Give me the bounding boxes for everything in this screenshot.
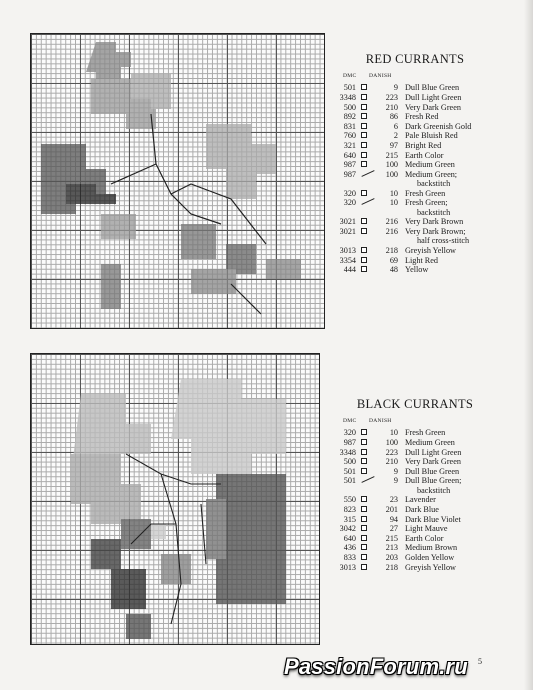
dmc-number: 987 bbox=[343, 169, 356, 179]
danish-number: 97 bbox=[389, 140, 398, 150]
backstitch-line-icon bbox=[361, 171, 375, 177]
dmc-number: 760 bbox=[343, 131, 356, 141]
stitch-symbol-icon bbox=[361, 257, 367, 263]
black-currants-key-rows bbox=[328, 428, 528, 572]
dmc-number: 3348 bbox=[339, 93, 356, 102]
color-name bbox=[405, 112, 438, 121]
key-row bbox=[328, 495, 528, 505]
dmc-number: 3042 bbox=[339, 524, 356, 534]
color-name-line: Earth Color bbox=[405, 533, 444, 543]
red-currants-title: RED CURRANTS bbox=[365, 52, 465, 66]
dmc-number: 831 bbox=[343, 121, 356, 131]
stitch-symbol-icon bbox=[361, 458, 367, 464]
color-name-line: Golden Yellow bbox=[405, 552, 455, 562]
stitch-symbol-icon bbox=[361, 506, 367, 512]
danish-number: 94 bbox=[389, 514, 398, 524]
stitch-symbol-icon bbox=[361, 152, 367, 158]
color-name-line: Light Red bbox=[405, 255, 438, 265]
key-row bbox=[328, 476, 528, 495]
color-name-note: backstitch bbox=[417, 207, 451, 217]
danish-number: 6 bbox=[393, 121, 398, 131]
color-name-line: Pale Bluish Red bbox=[405, 131, 458, 141]
stitch-symbol-icon bbox=[361, 525, 367, 531]
color-name-line: Dull Light Green bbox=[405, 93, 462, 102]
danish-number: 216 bbox=[385, 226, 398, 236]
danish-number: 9 bbox=[393, 466, 398, 476]
danish-number: 223 bbox=[385, 93, 398, 102]
color-name bbox=[405, 198, 450, 217]
danish-number: 215 bbox=[385, 533, 398, 543]
color-name bbox=[405, 246, 456, 255]
color-name-line: Very Dark Green bbox=[405, 102, 461, 112]
key-row bbox=[328, 112, 528, 122]
color-name bbox=[405, 217, 463, 226]
danish-number: 100 bbox=[385, 160, 398, 170]
stitch-symbol-icon bbox=[361, 113, 367, 119]
color-name-line: Very Dark Brown bbox=[405, 217, 464, 227]
key-row bbox=[328, 543, 528, 553]
color-name-line: Fresh Green; bbox=[405, 198, 448, 208]
key-row bbox=[328, 170, 528, 189]
stitch-symbol-icon bbox=[361, 544, 367, 550]
key-row bbox=[328, 217, 528, 227]
key-row bbox=[328, 428, 528, 438]
danish-number: 100 bbox=[385, 169, 398, 179]
stitch-symbol-icon bbox=[361, 554, 367, 560]
color-name-line: Lavender bbox=[405, 495, 436, 505]
red-currants-key bbox=[328, 52, 528, 275]
dmc-number: 3013 bbox=[339, 562, 356, 572]
color-name bbox=[405, 160, 455, 169]
stitch-symbol-icon bbox=[361, 142, 367, 148]
color-name-line: Earth Color bbox=[405, 150, 444, 160]
danish-number: 23 bbox=[389, 495, 398, 505]
dmc-number: 315 bbox=[343, 514, 356, 524]
color-name bbox=[405, 438, 455, 447]
color-name-line: Fresh Red bbox=[405, 112, 439, 122]
key-row bbox=[328, 438, 528, 448]
danish-number: 10 bbox=[389, 188, 398, 198]
black-currants-title: BLACK CURRANTS bbox=[356, 397, 474, 411]
key-row bbox=[328, 122, 528, 132]
key-row bbox=[328, 563, 528, 573]
color-name bbox=[405, 189, 445, 198]
backstitch-line-icon bbox=[361, 477, 375, 483]
color-name bbox=[405, 467, 459, 476]
dmc-number: 640 bbox=[343, 150, 356, 160]
color-name bbox=[405, 553, 454, 562]
color-name bbox=[405, 476, 461, 495]
dmc-number: 640 bbox=[343, 533, 356, 543]
stitch-symbol-icon bbox=[361, 496, 367, 502]
page-number: 5 bbox=[478, 657, 482, 666]
danish-number: 210 bbox=[385, 102, 398, 112]
color-name bbox=[405, 83, 459, 92]
stitch-symbol-icon bbox=[361, 228, 367, 234]
stitch-symbol-icon bbox=[361, 564, 367, 570]
color-name-line: Greyish Yellow bbox=[405, 562, 456, 572]
color-name-line: Medium Green; bbox=[405, 169, 458, 179]
dmc-number: 436 bbox=[343, 543, 356, 553]
key-row bbox=[328, 103, 528, 113]
dmc-number: 823 bbox=[343, 504, 356, 514]
danish-number: 48 bbox=[389, 265, 398, 275]
color-name bbox=[405, 93, 461, 102]
dmc-header: DMC bbox=[343, 418, 357, 425]
key-row bbox=[328, 524, 528, 534]
danish-number: 210 bbox=[385, 457, 398, 467]
red-currants-chart bbox=[30, 33, 325, 329]
color-name-note: backstitch bbox=[417, 179, 451, 189]
key-row bbox=[328, 553, 528, 563]
stitch-symbol-icon bbox=[361, 266, 367, 272]
color-name bbox=[405, 495, 436, 504]
color-name-line: Medium Green bbox=[405, 160, 455, 170]
dmc-number: 3013 bbox=[339, 245, 356, 255]
color-name-line: Dark Greenish Gold bbox=[405, 121, 472, 131]
stitch-symbol-icon bbox=[361, 439, 367, 445]
dmc-number: 3021 bbox=[339, 217, 356, 227]
key-row bbox=[328, 467, 528, 477]
key-row bbox=[328, 515, 528, 525]
color-name-note: backstitch bbox=[417, 485, 451, 495]
dmc-number: 500 bbox=[343, 102, 356, 112]
red-currants-motif bbox=[31, 34, 324, 328]
color-name-line: Dull Blue Green; bbox=[405, 476, 462, 486]
black-currants-chart bbox=[30, 353, 320, 645]
color-name-line: Greyish Yellow bbox=[405, 245, 456, 255]
color-name bbox=[405, 103, 461, 112]
color-name bbox=[405, 151, 443, 160]
key-row bbox=[328, 141, 528, 151]
danish-number: 203 bbox=[385, 552, 398, 562]
stitch-symbol-icon bbox=[361, 516, 367, 522]
dmc-number: 444 bbox=[343, 265, 356, 275]
stitch-symbol-icon bbox=[361, 190, 367, 196]
color-name bbox=[405, 170, 457, 189]
black-currants-key-header bbox=[328, 417, 528, 423]
dmc-number: 501 bbox=[343, 476, 356, 486]
dmc-number: 987 bbox=[343, 160, 356, 170]
danish-number: 218 bbox=[385, 562, 398, 572]
dmc-number: 833 bbox=[343, 552, 356, 562]
color-name bbox=[405, 141, 441, 150]
danish-header: DANISH bbox=[369, 418, 392, 425]
stitch-symbol-icon bbox=[361, 468, 367, 474]
danish-number: 213 bbox=[385, 543, 398, 553]
dmc-number: 320 bbox=[343, 198, 356, 208]
black-currants-key bbox=[328, 397, 528, 572]
dmc-number: 550 bbox=[343, 495, 356, 505]
key-row bbox=[328, 256, 528, 266]
color-name bbox=[405, 563, 456, 572]
danish-number: 9 bbox=[393, 83, 398, 93]
danish-number: 216 bbox=[385, 217, 398, 227]
color-name bbox=[405, 457, 461, 466]
key-row bbox=[328, 505, 528, 515]
stitch-symbol-icon bbox=[361, 123, 367, 129]
color-name bbox=[405, 524, 448, 533]
color-name-line: Fresh Green bbox=[405, 188, 446, 198]
color-name bbox=[405, 122, 471, 131]
watermark: PassionForum.ru bbox=[284, 654, 468, 679]
dmc-number: 320 bbox=[343, 428, 356, 438]
dmc-number: 321 bbox=[343, 140, 356, 150]
color-name-line: Bright Red bbox=[405, 140, 442, 150]
key-row bbox=[328, 198, 528, 217]
stitch-symbol-icon bbox=[361, 535, 367, 541]
color-name-line: Yellow bbox=[405, 265, 429, 275]
danish-number: 215 bbox=[385, 150, 398, 160]
danish-number: 86 bbox=[389, 112, 398, 122]
key-row bbox=[328, 131, 528, 141]
stitch-symbol-icon bbox=[361, 247, 367, 253]
danish-header: DANISH bbox=[369, 73, 392, 80]
danish-number: 9 bbox=[393, 476, 398, 486]
color-name bbox=[405, 256, 438, 265]
key-row bbox=[328, 227, 528, 246]
stitch-symbol-icon bbox=[361, 94, 367, 100]
color-name-line: Dark Blue bbox=[405, 504, 439, 514]
black-currants-motif bbox=[31, 354, 319, 644]
color-name bbox=[405, 448, 461, 457]
stitch-symbol-icon bbox=[361, 132, 367, 138]
color-name bbox=[405, 131, 458, 140]
color-name-line: Medium Brown bbox=[405, 543, 458, 553]
color-name-line: Fresh Green bbox=[405, 428, 446, 438]
danish-number: 27 bbox=[389, 524, 398, 534]
key-row bbox=[328, 448, 528, 458]
stitch-symbol-icon bbox=[361, 161, 367, 167]
danish-number: 218 bbox=[385, 245, 398, 255]
key-row bbox=[328, 83, 528, 93]
stitch-symbol-icon bbox=[361, 449, 367, 455]
color-name bbox=[405, 428, 445, 437]
color-name-line: Dull Blue Green bbox=[405, 83, 460, 93]
color-name bbox=[405, 534, 443, 543]
red-currants-key-rows bbox=[328, 83, 528, 274]
key-row bbox=[328, 189, 528, 199]
color-name-line: Very Dark Brown; bbox=[405, 226, 466, 236]
color-name-line: Dull Blue Green bbox=[405, 466, 460, 476]
stitch-symbol-icon bbox=[361, 84, 367, 90]
key-row bbox=[328, 457, 528, 467]
danish-number: 2 bbox=[393, 131, 398, 141]
key-row bbox=[328, 246, 528, 256]
key-row bbox=[328, 160, 528, 170]
color-name-line: Medium Green bbox=[405, 438, 455, 447]
key-row bbox=[328, 265, 528, 275]
dmc-number: 3354 bbox=[339, 255, 356, 265]
key-row bbox=[328, 93, 528, 103]
color-name bbox=[405, 515, 461, 524]
color-name bbox=[405, 265, 428, 274]
dmc-number: 501 bbox=[343, 466, 356, 476]
color-name bbox=[405, 227, 469, 246]
stitch-symbol-icon bbox=[361, 104, 367, 110]
color-name-note: half cross-stitch bbox=[417, 236, 470, 246]
color-name-line: Light Mauve bbox=[405, 524, 448, 534]
color-name bbox=[405, 505, 439, 514]
backstitch-line-icon bbox=[361, 199, 375, 205]
danish-number: 10 bbox=[389, 198, 398, 208]
danish-number: 223 bbox=[385, 447, 398, 457]
stitch-symbol-icon bbox=[361, 429, 367, 435]
color-name-line: Dark Blue Violet bbox=[405, 514, 461, 524]
danish-number: 69 bbox=[389, 255, 398, 265]
dmc-number: 892 bbox=[343, 112, 356, 122]
color-name-line: Very Dark Green bbox=[405, 457, 461, 467]
danish-number: 201 bbox=[385, 504, 398, 514]
color-name bbox=[405, 543, 457, 552]
red-currants-key-header bbox=[328, 72, 528, 78]
key-row bbox=[328, 151, 528, 161]
dmc-number: 987 bbox=[343, 438, 356, 447]
stitch-symbol-icon bbox=[361, 218, 367, 224]
dmc-number: 500 bbox=[343, 457, 356, 467]
dmc-number: 3348 bbox=[339, 447, 356, 457]
danish-number: 10 bbox=[389, 428, 398, 438]
key-row bbox=[328, 534, 528, 544]
dmc-number: 320 bbox=[343, 188, 356, 198]
color-name-line: Dull Light Green bbox=[405, 447, 462, 457]
dmc-header: DMC bbox=[343, 73, 357, 80]
dmc-number: 3021 bbox=[339, 226, 356, 236]
dmc-number: 501 bbox=[343, 83, 356, 93]
danish-number: 100 bbox=[385, 438, 398, 447]
